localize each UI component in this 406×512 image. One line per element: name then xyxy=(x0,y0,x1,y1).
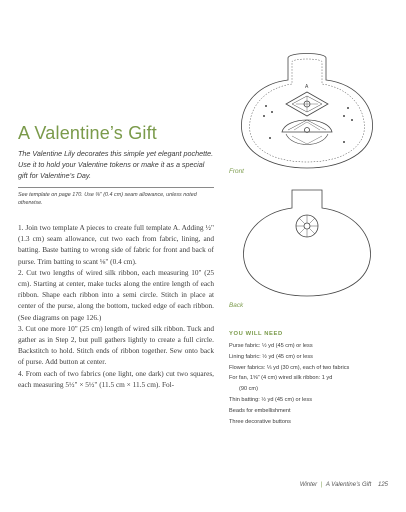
materials-item: Thin batting: ½ yd (45 cm) or less xyxy=(229,396,313,403)
materials-item: Three decorative buttons xyxy=(229,418,291,425)
you-will-need-heading: YOU WILL NEED xyxy=(229,331,283,337)
footer-chapter: A Valentine’s Gift xyxy=(325,482,372,488)
back-caption: Back xyxy=(229,302,244,309)
step-2: 2. Cut two lengths of wired silk ribbon, each measuring 10" (25 cm). Starting at center, make tucks along the entire length of each ribbon. Shape each ribbon into a semi circle. Stitch in place at center of the purse, along the bottom, tucked edge of each ribbon. (See diagrams on page 126.) xyxy=(18,267,214,322)
materials-item-continued: (90 cm) xyxy=(239,386,258,393)
materials-item: Beads for embellishment xyxy=(229,407,291,414)
intro-paragraph: The Valentine Lily decorates this simple yet elegant pochette. Use it to hold your Valentine tokens or make it as a special gift for Valentine’s Day. xyxy=(18,149,214,180)
step-3: 3. Cut one more 10" (25 cm) length of wired silk ribbon. Tuck and gather as in Step 2, but pull gathers lightly to create a full circle. Backstitch to hold. Stitch ends of ribbon together. Sew onto back of purse. Add button at center. xyxy=(18,323,214,367)
purse-front-diagram xyxy=(226,50,388,170)
materials-list xyxy=(229,341,389,427)
template-note: See template on page 170. Use ⅜" (0.4 cm) seam allowance, unless noted otherwise. xyxy=(18,192,197,206)
template-label: A xyxy=(305,84,309,90)
page-number: 125 xyxy=(377,482,388,488)
materials-item: Flower fabrics: ⅓ yd (30 cm), each of two fabrics xyxy=(229,364,350,371)
footer-section: Winter xyxy=(299,482,318,488)
materials-item: Lining fabric: ½ yd (45 cm) or less xyxy=(229,353,313,360)
footer-separator: | xyxy=(320,482,323,488)
instruction-steps xyxy=(18,222,214,390)
step-1: 1. Join two template A pieces to create full template A. Adding ½" (1.3 cm) seam allowance, cut two each from fabric, lining, and batting. Baste batting to wrong side of fabric for front and back of purse. Trim batting to scant ⅛" (0.4 cm). xyxy=(18,223,214,266)
step-4: 4. From each of two fabrics (one light, one dark) cut two squares, each measuring 5½" × 5½" (11.5 cm × 11.5 cm). Fol- xyxy=(18,368,214,389)
divider xyxy=(18,187,214,188)
purse-back-diagram xyxy=(226,186,388,298)
front-caption: Front xyxy=(229,168,244,175)
materials-item: Purse fabric: ½ yd (45 cm) or less xyxy=(229,343,313,349)
page-footer xyxy=(300,482,388,488)
page-title: A Valentine’s Gift xyxy=(18,123,158,143)
materials-item: For fan, 1⅝" (4 cm) wired silk ribbon: 1 yd xyxy=(229,375,333,382)
